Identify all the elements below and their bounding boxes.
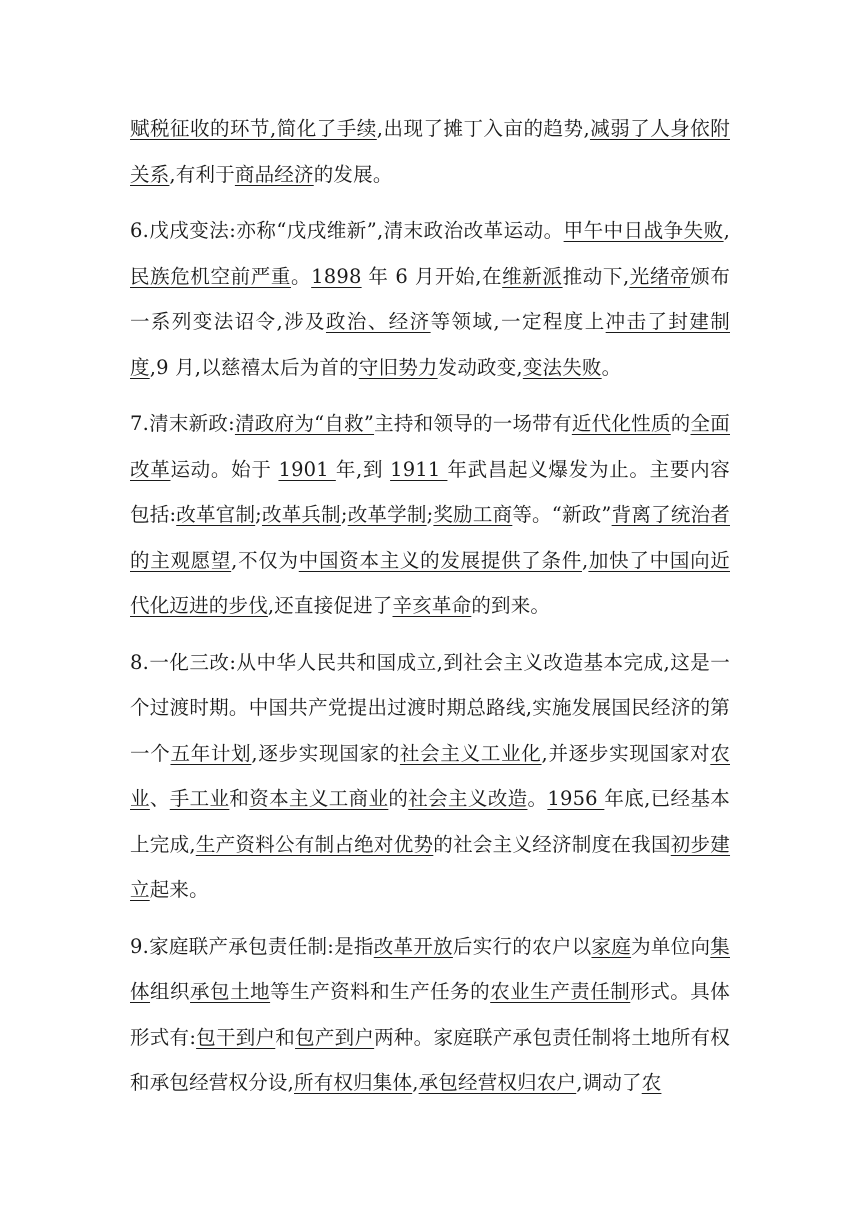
underlined-term: 变法失败 — [522, 355, 602, 379]
document-body — [130, 106, 730, 1117]
text-run: 两种。家庭联产承包责任制将土地所有权和承包经营权分设, — [130, 1025, 730, 1094]
underlined-term: 1956 — [547, 787, 605, 810]
underlined-term: 背离了统治者的主观愿望 — [130, 503, 730, 572]
underlined-term: 奖励工商 — [433, 503, 513, 526]
underlined-term: 家庭 — [591, 934, 632, 958]
text-run: 等生产资料和生产任务的 — [270, 980, 491, 1003]
text-run: 、 — [149, 787, 170, 810]
text-run: ,不仅为 — [231, 548, 299, 572]
text-run: 年,到 — [335, 457, 391, 481]
underlined-term: 减弱了人身依附关系 — [130, 117, 730, 186]
text-run: ; — [426, 503, 434, 526]
text-run: ,逐步实现国家的 — [251, 741, 400, 765]
underlined-term: 承包经营权归农户 — [418, 1071, 577, 1094]
underlined-term: 1911 — [390, 457, 448, 481]
text-run: ,还直接促进了 — [267, 594, 393, 617]
underlined-term: 资本主义工商业 — [249, 787, 389, 810]
underlined-term: 中国资本主义的发展提供了条件 — [298, 548, 582, 572]
text-run: 。 — [601, 355, 622, 379]
underlined-term: 包干到户 — [196, 1025, 276, 1049]
underlined-term: 手工业 — [169, 787, 230, 810]
text-run: 起来。 — [149, 878, 209, 901]
text-run: , — [723, 219, 730, 242]
underlined-term: 初步建立 — [130, 832, 731, 901]
underlined-term: 政治、经济 — [325, 310, 431, 333]
text-run: 为单位向 — [631, 934, 711, 958]
underlined-term: 社会主义工业化 — [399, 741, 542, 765]
underlined-term: 集体 — [130, 934, 730, 1003]
underlined-term: 光绪帝 — [629, 264, 691, 288]
text-run: 7.清末新政: — [130, 412, 235, 435]
text-run: 的 — [388, 787, 409, 810]
underlined-term: 五年计划 — [170, 741, 252, 765]
text-run: 和 — [275, 1025, 296, 1049]
paragraph-late-qing-new-policy — [130, 401, 730, 629]
underlined-term: 改革学制 — [347, 503, 427, 526]
paragraph-one-industrialization-three-reforms — [130, 640, 730, 913]
underlined-term: 民族危机空前严重 — [130, 264, 292, 288]
text-run: 。 — [291, 264, 312, 288]
text-run: 主持和领导的一场带有 — [374, 412, 572, 435]
underlined-term: 辛亥革命 — [392, 594, 472, 617]
text-run: 。 — [527, 787, 548, 810]
underlined-term: 生产资料公有制占绝对优势 — [195, 832, 434, 856]
text-run: ,有利于 — [169, 162, 235, 186]
underlined-term: 改革开放 — [373, 934, 453, 958]
text-run: 9.家庭联产承包责任制:是指 — [130, 934, 374, 958]
underlined-term: 清政府为“自救” — [234, 412, 375, 435]
text-run: ,出现了摊丁入亩的趋势, — [376, 117, 590, 140]
underlined-term: 所有权归集体 — [294, 1071, 413, 1094]
text-run: ; — [340, 503, 348, 526]
underlined-term: 农 — [641, 1071, 662, 1094]
text-run: 运动。始于 — [170, 457, 279, 481]
underlined-term: 社会主义改造 — [408, 787, 528, 810]
underlined-term: 冲击了封建制度 — [130, 310, 730, 379]
text-run: 的 — [670, 412, 691, 435]
text-run: 8.一化三改:从中华人民共和国成立,到社会主义改造基本完成,这是一个过渡时期。中国共产党提出过渡时期总路线,实施发展国民经济的第一个 — [130, 650, 730, 765]
underlined-term: 改革官制 — [176, 503, 256, 526]
underlined-term: 赋税征收的环节,简化了手续 — [130, 117, 377, 140]
underlined-term: 加快了中国向近代化迈进的步伐 — [130, 548, 730, 617]
text-run: 6.戊戌变法:亦称“戊戌维新”,清末政治改革运动。 — [130, 219, 564, 242]
paragraph-wuxu-reform — [130, 208, 730, 390]
underlined-term: 维新派 — [502, 264, 563, 288]
text-run: ,调动了 — [576, 1071, 642, 1094]
underlined-term: 农业 — [130, 741, 730, 810]
underlined-term: 包产到户 — [295, 1025, 375, 1049]
text-run: , — [581, 548, 589, 572]
text-run: 年武昌起义爆发为止。主要内容包括: — [130, 457, 730, 526]
underlined-term: 商品经济 — [234, 162, 314, 186]
text-run: 等领域,一定程度上 — [430, 310, 606, 333]
text-run: 等。“新政” — [512, 503, 612, 526]
underlined-term: 近代化性质 — [571, 412, 671, 435]
text-run: 后实行的农户以 — [452, 934, 592, 958]
text-run: 形式。具体形式有: — [130, 980, 731, 1049]
underlined-term: 全面改革 — [130, 412, 730, 481]
text-run: ; — [255, 503, 262, 526]
paragraph-tanding-rumu — [130, 106, 730, 197]
text-run: 推动下, — [562, 264, 630, 288]
text-run: 年 6 月开始,在 — [361, 264, 503, 288]
paragraph-household-responsibility-system — [130, 924, 730, 1106]
text-run: 颁布一系列变法诏令,涉及 — [130, 264, 731, 333]
text-run: 和 — [229, 787, 250, 810]
text-run: 年底,已经基本上完成, — [130, 787, 730, 856]
text-run: 的社会主义经济制度在我国 — [433, 832, 671, 856]
underlined-term: 1901 — [278, 457, 336, 481]
underlined-term: 改革兵制 — [261, 503, 341, 526]
underlined-term: 承包土地 — [190, 980, 271, 1003]
text-run: , — [412, 1071, 419, 1094]
text-run: 的到来。 — [471, 594, 551, 617]
text-run: 的发展。 — [313, 162, 393, 186]
underlined-term: 农业生产责任制 — [490, 980, 631, 1003]
underlined-term: 守旧势力 — [358, 355, 438, 379]
text-run: 组织 — [150, 980, 191, 1003]
text-run: 发动政变, — [437, 355, 523, 379]
underlined-term: 1898 — [311, 264, 362, 288]
text-run: ,9 月,以慈禧太后为首的 — [149, 355, 359, 379]
text-run: ,并逐步实现国家对 — [541, 741, 711, 765]
underlined-term: 甲午中日战争失败 — [563, 219, 724, 242]
